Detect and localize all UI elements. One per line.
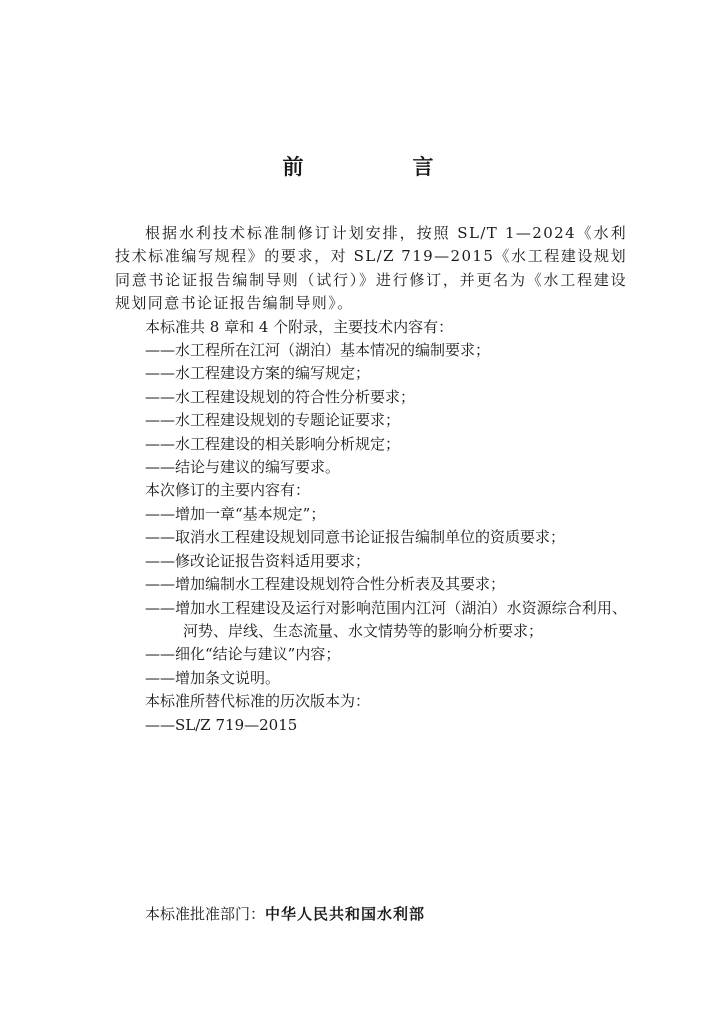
list-item: ——水工程建设规划的专题论证要求； <box>145 411 401 430</box>
list-item: ——增加条文说明。 <box>145 668 281 687</box>
technical-contents-list <box>115 339 627 479</box>
revision-contents-list <box>115 503 627 690</box>
intro-paragraph: 根据水利技术标准制修订计划安排，按照 SL/T 1—2024《水利技术标准编写规程》的要求，对 SL/Z 719—2015《水工程建设规划同意书论证报告编制导则（试行）》进行修订，并更名为《水工程建设规划同意书论证报告编制导则》。 <box>115 224 627 313</box>
list-item: ——结论与建议的编写要求。 <box>145 458 341 477</box>
list-item: ——水工程建设的相关影响分析规定； <box>145 434 401 453</box>
list-item: ——水工程所在江河（湖泊）基本情况的编制要求； <box>145 341 491 360</box>
replaced-intro: 本标准所替代标准的历次版本为： <box>145 692 371 711</box>
list-item: ——增加一章“基本规定”； <box>145 504 326 523</box>
list-item: ——SL/Z 719—2015 <box>145 715 298 734</box>
approval-department: 中华人民共和国水利部 <box>265 905 426 923</box>
list-item: ——增加水工程建设及运行对影响范围内江河（湖泊）水资源综合利用、河势、岸线、生态流量、水文情势等的影响分析要求； <box>145 598 627 640</box>
page-title: 前 言 <box>282 155 478 179</box>
list-item: ——水工程建设方案的编写规定； <box>145 364 371 383</box>
approval-line <box>145 902 425 926</box>
list-item: ——增加编制水工程建设规划符合性分析表及其要求； <box>145 575 506 594</box>
approval-label: 本标准批准部门： <box>145 905 266 923</box>
list-item: ——水工程建设规划的符合性分析要求； <box>145 387 416 406</box>
structure-intro: 本标准共 8 章和 4 个附录，主要技术内容有： <box>145 317 454 336</box>
replaced-versions-list <box>115 714 627 737</box>
revision-intro: 本次修订的主要内容有： <box>145 481 311 500</box>
list-item: ——细化“结论与建议”内容； <box>145 645 341 664</box>
preface-body <box>115 222 627 737</box>
list-item: ——修改论证报告资料适用要求； <box>145 551 371 570</box>
list-item: ——取消水工程建设规划同意书论证报告编制单位的资质要求； <box>145 528 566 547</box>
